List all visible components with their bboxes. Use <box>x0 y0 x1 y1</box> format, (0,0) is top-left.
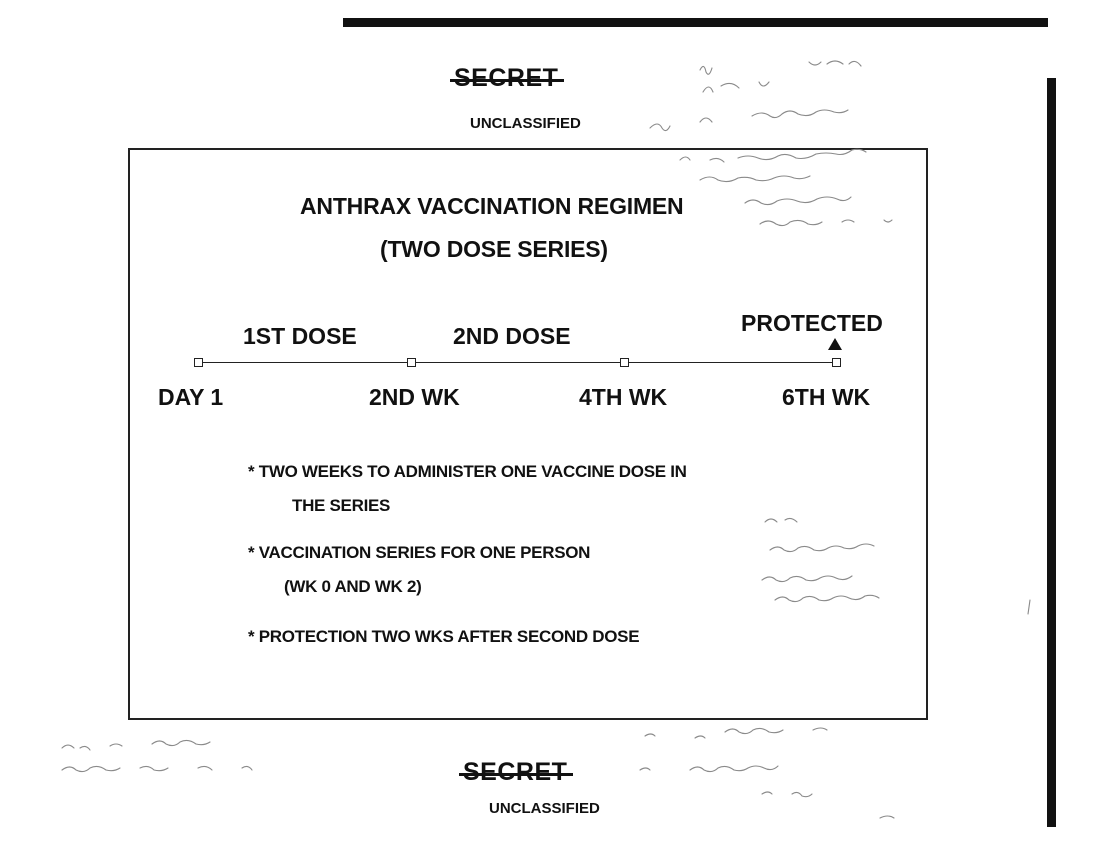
handwriting-scribble <box>650 110 848 131</box>
protected-label: PROTECTED <box>741 310 883 336</box>
handwriting-scribble <box>1028 600 1030 614</box>
slide-title-line1: ANTHRAX VACCINATION REGIMEN <box>300 193 684 219</box>
note-2-line1: * VACCINATION SERIES FOR ONE PERSON <box>248 543 591 562</box>
scan-edge-top <box>343 18 1048 27</box>
note-1-line2: THE SERIES <box>292 496 391 515</box>
handwriting-scribble <box>62 766 252 771</box>
dose-label-2: 2ND DOSE <box>453 323 571 349</box>
footer-classification-struck <box>463 758 567 787</box>
handwriting-scribble <box>762 792 812 797</box>
note-3-line1: * PROTECTION TWO WKS AFTER SECOND DOSE <box>248 627 640 646</box>
slide-title-line2: (TWO DOSE SERIES) <box>380 236 608 262</box>
header-classification: UNCLASSIFIED <box>470 115 581 132</box>
header-classification-struck <box>454 64 558 93</box>
timeline-marker-day1 <box>194 358 203 367</box>
protected-arrow-icon <box>828 338 842 350</box>
handwriting-scribble <box>62 740 210 750</box>
note-1-line1: * TWO WEEKS TO ADMINISTER ONE VACCINE DOSE IN <box>248 462 687 481</box>
timeline-marker-wk2 <box>407 358 416 367</box>
handwriting-scribble <box>880 816 894 818</box>
footer-classification: UNCLASSIFIED <box>489 800 600 817</box>
scan-edge-right <box>1047 78 1056 827</box>
timeline-line <box>203 362 837 363</box>
note-2-line2: (WK 0 AND WK 2) <box>284 577 422 596</box>
week-label-day1: DAY 1 <box>158 384 224 410</box>
week-label-wk4: 4TH WK <box>579 384 668 410</box>
handwriting-scribble <box>703 61 861 92</box>
strikethrough-line <box>450 79 564 82</box>
handwriting-scribble <box>640 766 778 772</box>
week-label-wk2: 2ND WK <box>369 384 460 410</box>
strikethrough-line <box>459 773 573 776</box>
handwriting-scribble <box>700 66 712 74</box>
week-label-wk6: 6TH WK <box>782 384 871 410</box>
timeline-marker-wk4 <box>620 358 629 367</box>
handwriting-scribble <box>645 728 827 738</box>
timeline-marker-wk6 <box>832 358 841 367</box>
dose-label-1: 1ST DOSE <box>243 323 357 349</box>
